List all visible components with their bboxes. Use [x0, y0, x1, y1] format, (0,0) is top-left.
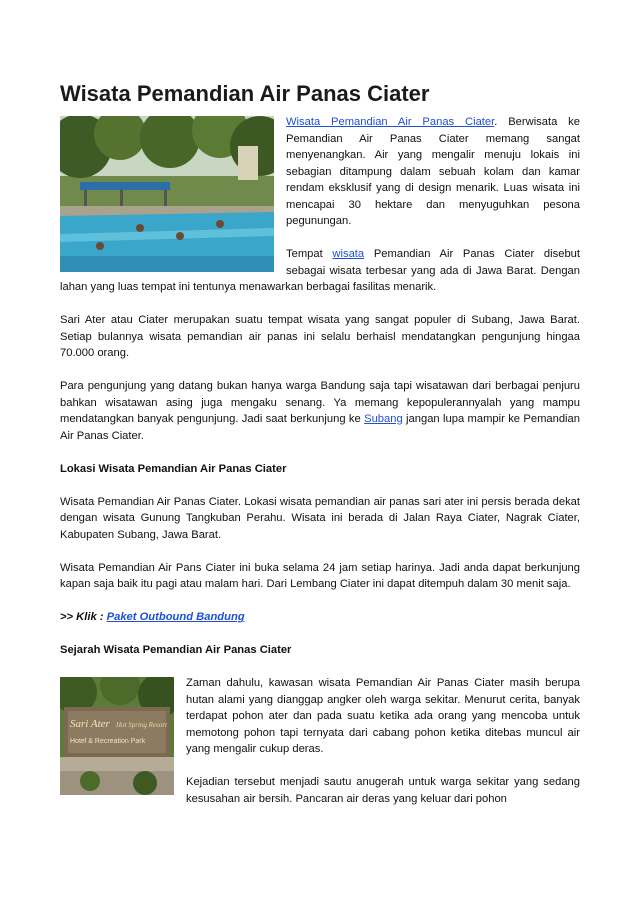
- sari-ater-sign-photo: [60, 677, 174, 795]
- sign-line-2: Hot Spring Resort: [116, 721, 167, 729]
- sign-line-3: Hotel & Recreation Park: [70, 738, 146, 745]
- intro-text-2b: Pemandian Air Panas Ciater disebut sebagai wisata terbesar yang ada di Jawa Barat. Dengan lahan yang luas tempat ini tentunya menawarkan berbagai fasilitas menarik.: [60, 248, 580, 293]
- intro-text-1: . Berwisata ke Pemandian Air Panas Ciater memang sangat menyenangkan. Air yang mengalir menuju lokais ini sebagian ditampung dalam sebuah kolam dan kamar rendam eksklusif yang di design menarik. Luas wisata ini mencapai 30 hektare dan menyuguhkan pesona pegunungan.: [286, 116, 580, 227]
- paragraph-lokasi: Wisata Pemandian Air Panas Ciater. Lokasi wisata pemandian air panas sari ater ini persis berada dekat dengan wisata Gunung Tangkuban Perahu. Wisata ini berada di Jalan Raya Ciater, Nagrak Ciater, Kabupaten Subang, Jawa Barat.: [60, 495, 580, 541]
- heading-sejarah: Sejarah Wisata Pemandian Air Panas Ciater: [60, 644, 292, 656]
- paragraph-sari-ater: Sari Ater atau Ciater merupakan suatu tempat wisata yang sangat populer di Subang, Jawa Barat. Setiap bulannya wisata pemandian air panas ini selalu berhaisl mendatangkan pengunjung hingaa 70.000 orang.: [60, 314, 580, 359]
- pengunjung-text-b: jangan lupa mampir ke Pemandian Air Panas Ciater.: [60, 413, 580, 442]
- paragraph-jam-buka: Wisata Pemandian Air Pans Ciater ini buka selama 24 jam setiap harinya. Jadi anda dapat berkunjung kapan saja baik itu pagi atau malam hari. Dari Lembang Ciater ini dapat ditempuh dalam 30 menit saja.: [60, 561, 580, 590]
- link-subang[interactable]: Subang: [364, 413, 403, 425]
- paragraph-sejarah-1: Zaman dahulu, kawasan wisata Pemandian Air Panas Ciater masih berupa hutan alami yang dianggap angker oleh warga sekitar. Menurut cerita, banyak terdapat pohon ater dan pada suatu ketika ada orang yang mencoba untuk memotong pohon tapi ternyata dari cabang pohon ketika ditebas muncul air yang mengalir cukup deras.: [186, 677, 580, 755]
- heading-lokasi: Lokasi Wisata Pemandian Air Panas Ciater: [60, 462, 287, 475]
- link-wisata-ciater[interactable]: Wisata Pemandian Air Panas Ciater: [286, 116, 495, 128]
- pool-photo: [60, 116, 274, 272]
- sign-photo-illustration: [60, 677, 174, 795]
- intro-text-2a: Tempat: [286, 248, 333, 260]
- pengunjung-text-a: Para pengunjung yang datang bukan hanya warga Bandung saja tapi wisatawan dari berbagai penjuru bahkan wisatawan asing juga mengaku senang. Ya memang kepopulerannyalah yang mampu mendatangkan banyak pengunjung. Jadi saat berkunjung ke: [60, 380, 580, 425]
- link-paket-outbound[interactable]: Paket Outbound Bandung: [106, 611, 245, 623]
- klik-prefix: >> Klik :: [60, 611, 107, 623]
- article: [60, 80, 580, 824]
- link-wisata[interactable]: wisata: [332, 248, 365, 260]
- klik-line: [60, 609, 580, 626]
- page-title: Wisata Pemandian Air Panas Ciater: [60, 81, 430, 106]
- paragraph-pengunjung: [60, 378, 580, 444]
- paragraph-sejarah-2: Kejadian tersebut menjadi sautu anugerah untuk warga sekitar yang sedang kesusahan air bersih. Pancaran air deras yang keluar dari pohon: [186, 776, 580, 805]
- pool-photo-illustration: [60, 116, 274, 272]
- sign-line-1: Sari Ater: [70, 718, 110, 730]
